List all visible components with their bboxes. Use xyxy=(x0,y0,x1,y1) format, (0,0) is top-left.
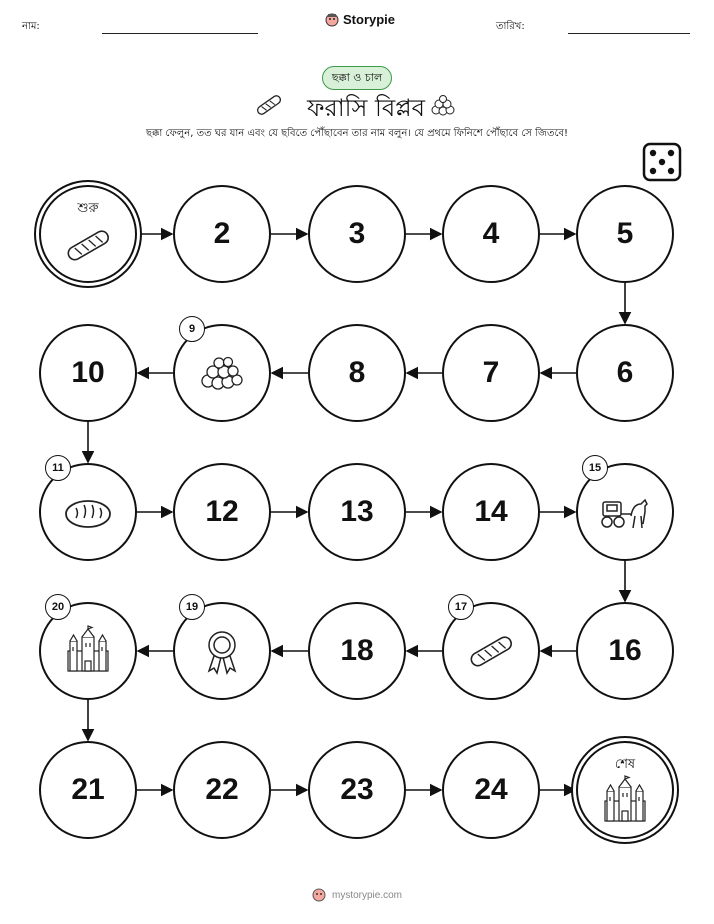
board-cell-9 xyxy=(173,324,271,422)
board-cell-3 xyxy=(308,185,406,283)
board-cell-5 xyxy=(576,185,674,283)
cell-number: 13 xyxy=(340,495,374,528)
cell-number-badge: 20 xyxy=(45,594,71,620)
board-cell-25 xyxy=(576,741,674,839)
cell-number: 16 xyxy=(608,634,642,667)
baguette-icon xyxy=(62,219,114,271)
rubble-icon xyxy=(196,347,248,399)
cell-number: 23 xyxy=(340,773,374,806)
board-cell-6 xyxy=(576,324,674,422)
cell-number: 4 xyxy=(482,217,500,250)
board-cell-17 xyxy=(442,602,540,700)
board-cell-4 xyxy=(442,185,540,283)
end-label: শেষ xyxy=(614,757,636,772)
rosette-icon xyxy=(196,625,248,677)
cell-number: 22 xyxy=(205,773,239,806)
board-cell-1 xyxy=(39,185,137,283)
cell-number: 5 xyxy=(616,217,634,250)
board-cell-21 xyxy=(39,741,137,839)
castle-icon xyxy=(62,625,114,677)
footer-url: mystorypie.com xyxy=(331,889,402,901)
board-cell-23 xyxy=(308,741,406,839)
board-cell-15 xyxy=(576,463,674,561)
cell-number: 24 xyxy=(474,773,508,806)
board-cell-19 xyxy=(173,602,271,700)
brand-name: Storypie xyxy=(343,12,396,27)
cell-number: 12 xyxy=(205,495,239,528)
cell-number: 8 xyxy=(348,356,366,389)
cell-number-badge: 15 xyxy=(582,455,608,481)
name-label: নাম: xyxy=(22,21,40,32)
footer xyxy=(0,888,714,902)
bread-loaf-icon xyxy=(62,486,114,538)
page-title: ফরাসি বিপ্লব xyxy=(306,94,426,122)
cell-number-badge: 19 xyxy=(179,594,205,620)
storypie-mascot-icon xyxy=(312,888,326,902)
cell-number: 10 xyxy=(71,356,105,389)
board-cell-11 xyxy=(39,463,137,561)
cell-number-badge: 11 xyxy=(45,455,71,481)
cell-number: 7 xyxy=(482,356,500,389)
board-cell-14 xyxy=(442,463,540,561)
cell-number: 3 xyxy=(348,217,366,250)
board-cell-8 xyxy=(308,324,406,422)
board-cell-22 xyxy=(173,741,271,839)
board-cell-7 xyxy=(442,324,540,422)
date-label: তারিখ: xyxy=(496,21,525,32)
board-cell-12 xyxy=(173,463,271,561)
baguette-icon xyxy=(465,625,517,677)
board-cell-24 xyxy=(442,741,540,839)
castle-icon xyxy=(599,775,651,827)
board-cell-2 xyxy=(173,185,271,283)
start-label: শুরু xyxy=(77,201,99,216)
cell-number: 18 xyxy=(340,634,374,667)
board-cell-20 xyxy=(39,602,137,700)
cell-number: 2 xyxy=(213,217,231,250)
cell-number: 21 xyxy=(71,773,105,806)
cell-number: 6 xyxy=(616,356,634,389)
board-cell-10 xyxy=(39,324,137,422)
board-cell-13 xyxy=(308,463,406,561)
cell-number: 14 xyxy=(474,495,508,528)
carriage-icon xyxy=(599,486,651,538)
game-type-badge: ছক্কা ও চাল xyxy=(322,66,392,90)
board-cell-16 xyxy=(576,602,674,700)
cell-number-badge: 17 xyxy=(448,594,474,620)
instructions-text: ছক্কা ফেলুন, তত ঘর যান এবং যে ছবিতে পৌঁছাবেন তার নাম বলুন। যে প্রথমে ফিনিশে পৌঁছাবে সে জিতবে! xyxy=(145,128,569,139)
cell-number-badge: 9 xyxy=(179,316,205,342)
board-cell-18 xyxy=(308,602,406,700)
